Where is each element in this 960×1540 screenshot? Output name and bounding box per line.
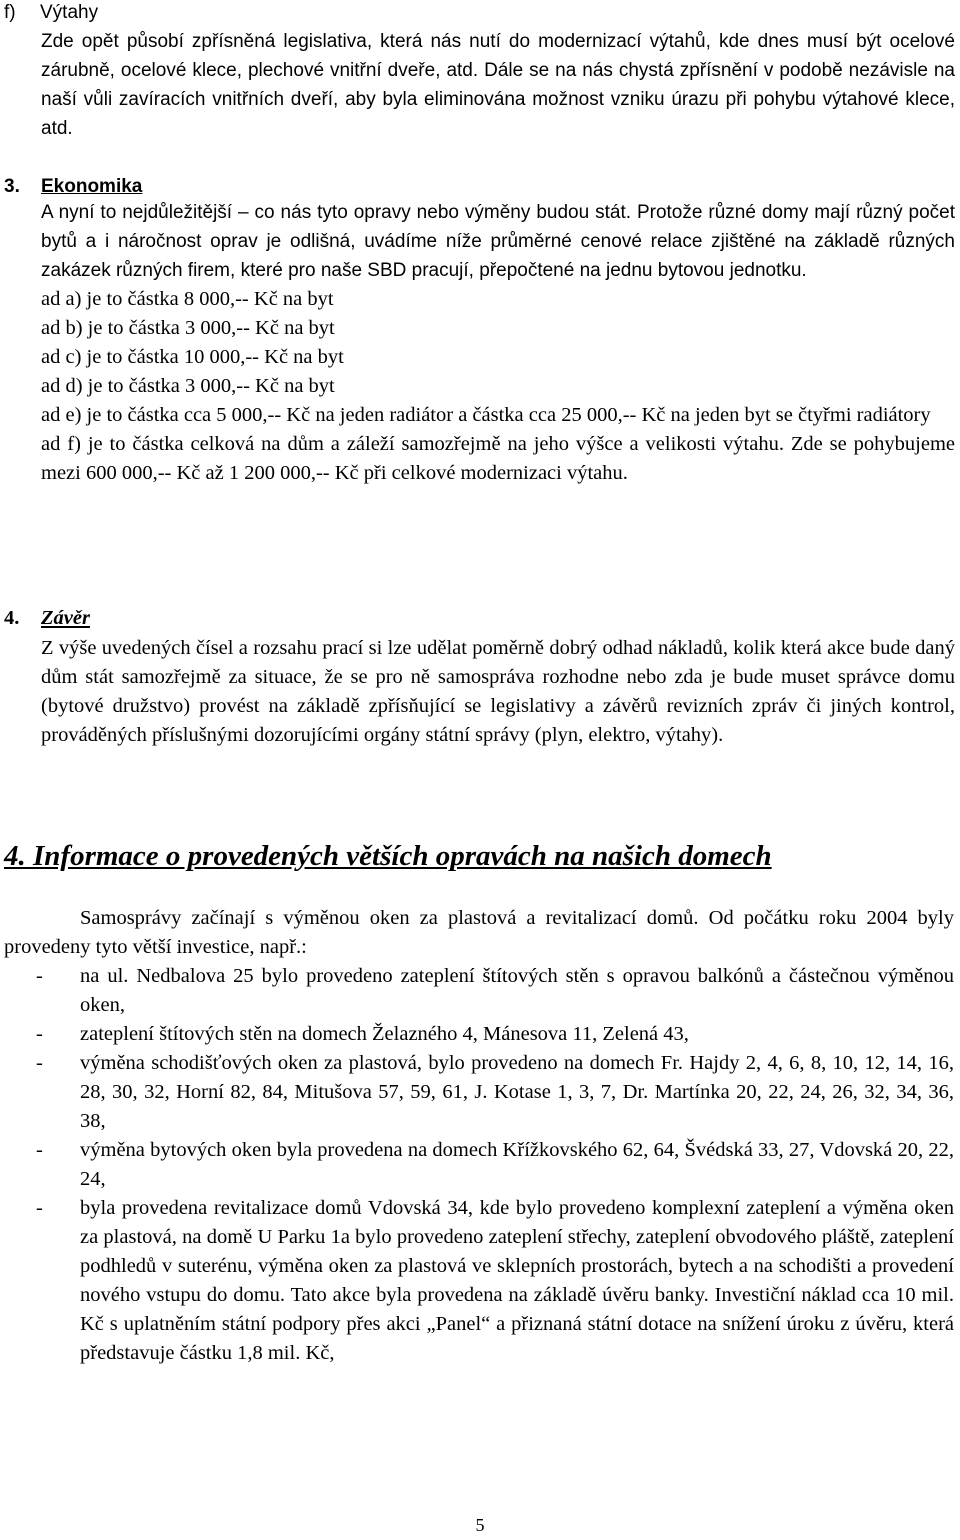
cost-line-d: ad d) je to částka 3 000,-- Kč na byt	[41, 375, 335, 397]
section-3-body	[41, 198, 955, 488]
cost-line-f: ad f) je to částka celková na dům a záleží samozřejmě na jeho výšce a velikosti výtahu. Zde se pohybujeme mezi 600 000,-- Kč až 1 200 000,-- Kč při celkové modernizaci výtahu.	[41, 433, 955, 484]
list-item	[4, 1049, 954, 1136]
section-number: 4.	[4, 607, 20, 629]
chapter-title: 4. Informace o provedených větších opravách na našich domech	[4, 840, 772, 872]
paragraph: Zde opět působí zpřísněná legislativa, která nás nutí do modernizací výtahů, kde dnes musí být ocelové zárubně, ocelové klece, plechové vnitřní dveře, atd. Dále se na nás chystá zpřísnění v podobě nezávisle na naší vůli zavíracích vnitřních dveří, aby byla eliminována možnost vzniku úrazu při pohybu výtahové klece, atd.	[41, 31, 955, 139]
list-item	[4, 1136, 954, 1194]
section-heading: Ekonomika	[41, 176, 143, 197]
section-number: 3.	[4, 176, 20, 197]
bullet-dash: -	[36, 1052, 43, 1074]
bullet-dash: -	[36, 1197, 43, 1219]
list-item-text: zateplení štítových stěn na domech Želazného 4, Mánesova 11, Zelená 43,	[80, 1023, 689, 1045]
investment-list	[4, 962, 954, 1368]
section-4-body	[41, 634, 955, 750]
section-heading: Závěr	[41, 607, 90, 629]
list-item-text: byla provedena revitalizace domů Vdovská 34, kde bylo provedeno komplexní zateplení a výměna oken za plastová, na domě U Parku 1a bylo provedeno zateplení střechy, zateplení obvodového pláště, zateplení podhledů v suterénu, výměna oken za plastová ve sklepních prostorách, bytech a na schodišti a provedení nového vstupu do domu. Tato akce byla provedena na základě úvěru banky. Investiční náklad cca 10 mil. Kč s uplatněním státní podpory přes akci „Panel“ a přiznaná státní dotace na snížení úroku z úvěru, která představuje částku 1,8 mil. Kč,	[80, 1197, 954, 1364]
bullet-dash: -	[36, 1023, 43, 1045]
section-title: Výtahy	[40, 2, 99, 23]
list-item-text: výměna schodišťových oken za plastová, bylo provedeno na domech Fr. Hajdy 2, 4, 6, 8, 10, 12, 14, 16, 28, 30, 32, Horní 82, 84, Mitušova 57, 59, 61, J. Kotase 1, 3, 7, Dr. Martínka 20, 22, 24, 26, 32, 34, 36, 38,	[80, 1052, 954, 1132]
paragraph: A nyní to nejdůležitější – co nás tyto opravy nebo výměny budou stát. Protože různé domy mají různý počet bytů a i náročnost oprav je odlišná, uvádíme níže průměrné cenové relace zjištěné na základě různých zakázek různých firem, které pro naše SBD pracují, přepočtené na jednu bytovou jednotku.	[41, 202, 955, 281]
chapter-intro: Samosprávy začínají s výměnou oken za plastová a revitalizací domů. Od počátku roku 2004 byly provedeny tyto větší investice, např.:	[4, 907, 954, 958]
cost-line-a: ad a) je to částka 8 000,-- Kč na byt	[41, 288, 334, 310]
section-f-body	[41, 27, 955, 143]
bullet-dash: -	[36, 1139, 43, 1161]
list-item	[4, 962, 954, 1020]
list-item-text: na ul. Nedbalova 25 bylo provedeno zateplení štítových stěn s opravou balkónů a částečnou výměnou oken,	[80, 965, 954, 1016]
list-item	[4, 1194, 954, 1368]
cost-line-b: ad b) je to částka 3 000,-- Kč na byt	[41, 317, 335, 339]
page-number: 5	[475, 1515, 485, 1535]
section-3-heading	[4, 172, 142, 201]
paragraph: Z výše uvedených čísel a rozsahu prací si lze udělat poměrně dobrý odhad nákladů, kolik která akce bude daný dům stát samozřejmě za situace, že se pro ně samospráva rozhodne nebo zda je bude muset správce domu (bytové družstvo) provést na základě zpřísňující se legislativy a závěrů revizních zpráv či jiných kontrol, prováděných příslušnými dozorujícími orgány státní správy (plyn, elektro, výtahy).	[41, 637, 955, 746]
cost-line-e: ad e) je to částka cca 5 000,-- Kč na jeden radiátor a částka cca 25 000,-- Kč na jeden byt se čtyřmi radiátory	[41, 404, 931, 426]
list-item	[4, 1020, 954, 1049]
bullet-dash: -	[36, 965, 43, 987]
section-4-heading	[4, 604, 90, 633]
list-marker: f)	[4, 2, 16, 23]
list-item-text: výměna bytových oken byla provedena na domech Křížkovského 62, 64, Švédská 33, 27, Vdovská 20, 22, 24,	[80, 1139, 954, 1190]
cost-line-c: ad c) je to částka 10 000,-- Kč na byt	[41, 346, 344, 368]
